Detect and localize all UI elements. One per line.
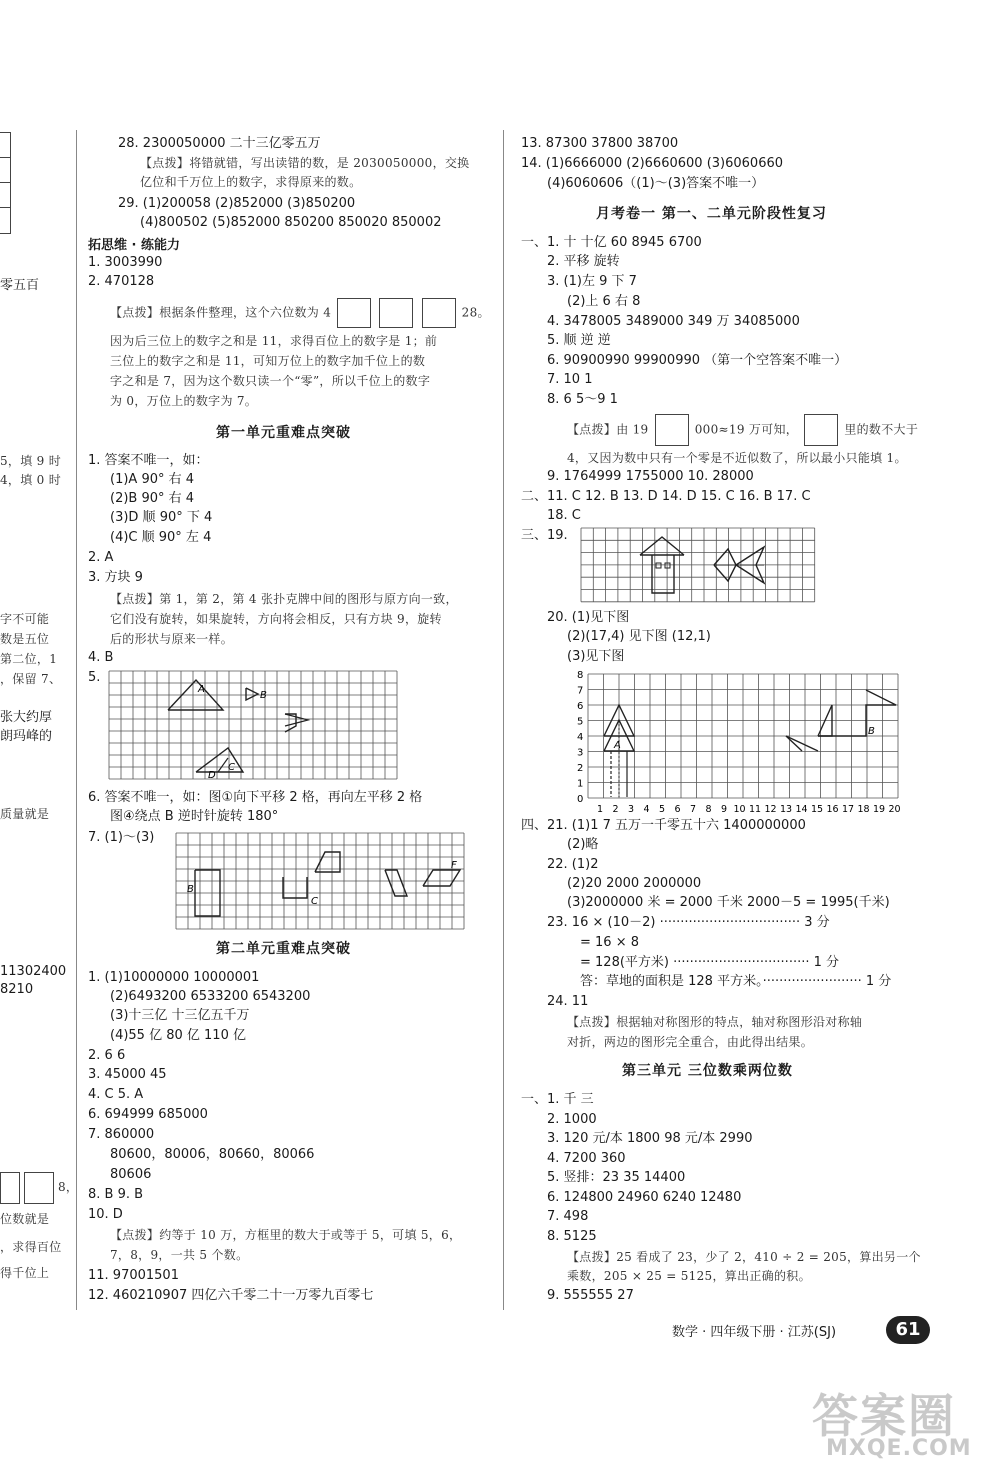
hint-line: [567, 414, 918, 446]
y-tick-label: 5: [577, 716, 584, 728]
x-tick-label: 16: [826, 804, 839, 815]
x-tick-label: 13: [779, 804, 793, 815]
answer-line: 5.: [88, 670, 101, 685]
unit-title: 第二单元重难点突破: [216, 941, 351, 957]
y-tick-label: 0: [577, 794, 584, 805]
grid-label-f: F: [451, 860, 457, 871]
x-tick-label: 14: [795, 804, 808, 815]
answer-line: 6. 答案不唯一，如：图①向下平移 2 格，再向左平移 2 格: [88, 790, 423, 805]
x-tick-label: 17: [841, 804, 855, 815]
answer-line: (2)B 90° 右 4: [110, 491, 195, 506]
y-tick-label: 8: [577, 670, 584, 681]
hint-line: 为 0，万位上的数字为 7。: [110, 394, 258, 408]
answer-line: (2)(17,4) 见下图 (12,1): [567, 629, 711, 644]
answer-line: (2)20 2000 2000000: [567, 876, 702, 891]
answer-line: 4. 3478005 3489000 349 万 34085000: [547, 314, 800, 329]
unit-title: 第一单元重难点突破: [216, 425, 351, 441]
fragment-text: 5，填 9 时: [0, 454, 61, 468]
answer-line: 7. 10 1: [547, 372, 593, 387]
hint-line: 乘数，205 × 25 = 5125，算出正确的积。: [567, 1269, 811, 1283]
answer-line: 10. D: [88, 1207, 123, 1222]
answer-line: 20. (1)见下图: [547, 610, 630, 625]
answer-line: 6. 124800 24960 6240 12480: [547, 1190, 742, 1205]
fragment-text: 数是五位: [0, 632, 50, 646]
watermark-logo: 答案圈: [812, 1389, 956, 1443]
answer-line: 3. 120 元/本 1800 98 元/本 2990: [547, 1131, 753, 1146]
fragment-text: ，求得百位: [0, 1240, 62, 1254]
answer-line: = 128(平方米) ································· 1 分: [580, 955, 840, 970]
answer-line: (3)2000000 米 = 2000 千米 2000－5 = 1995(千米): [567, 895, 890, 910]
left-edge-table: [0, 132, 11, 234]
answer-line: 三、19.: [521, 528, 568, 543]
y-tick-label: 1: [577, 778, 584, 790]
answer-line: 图④绕点 B 逆时针旋转 180°: [110, 809, 279, 824]
x-tick-label: 12: [764, 804, 777, 815]
fragment-text: 朗玛峰的: [0, 729, 53, 744]
answer-line: 一、1. 十 十亿 60 8945 6700: [521, 235, 702, 250]
digit-box: [422, 298, 456, 328]
grid-label-d: D: [208, 770, 216, 781]
y-tick-label: 2: [577, 763, 584, 774]
answer-line: 24. 11: [547, 994, 589, 1009]
x-tick-label: 6: [674, 804, 681, 815]
answer-line: (3)十三亿 十三亿五千万: [110, 1008, 250, 1023]
fragment-text: 张大约厚: [0, 710, 53, 725]
hint-text: 【点拨】根据条件整理，这个六位数为 4: [110, 305, 332, 320]
answer-line: 3. 方块 9: [88, 570, 143, 585]
answer-line: 8. 5125: [547, 1229, 597, 1244]
answer-line: 28. 2300050000 二十三亿零五万: [118, 136, 321, 151]
hint-line: 因为后三位上的数字之和是 11，求得百位上的数字是 1；前: [110, 334, 438, 348]
hint-text: 000≈19 万可知，: [694, 422, 799, 437]
x-tick-label: 11: [748, 804, 762, 815]
x-tick-label: 3: [627, 804, 635, 815]
grid-figure-q19: [580, 527, 816, 605]
digit-box: [379, 298, 413, 328]
answer-line: (2)6493200 6533200 6543200: [110, 989, 311, 1004]
hint-line: 三位上的数字之和是 11，可知万位上的数字加千位上的数: [110, 354, 426, 368]
x-tick-label: 19: [872, 804, 886, 815]
y-tick-label: 7: [577, 685, 584, 697]
hint-text: 【点拨】由 19: [567, 422, 649, 437]
section-heading: 拓思维 · 练能力: [88, 238, 180, 253]
grid-label-c: C: [311, 896, 318, 907]
page-footer: 数学 · 四年级下册 · 江苏(SJ): [672, 1325, 837, 1340]
fragment-text: 位数就是: [0, 1212, 50, 1226]
fragment-text: 质量就是: [0, 807, 50, 821]
grid-label-b: B: [260, 690, 267, 701]
answer-line: 23. 16 × (10－2) ·································· 3 分: [547, 915, 830, 930]
fragment-text: 零五百: [0, 278, 40, 293]
x-tick-label: 2: [612, 804, 619, 815]
fragment-text: 字不可能: [0, 612, 50, 626]
y-tick-label: 3: [577, 747, 584, 759]
fragment-text: ，保留 7、: [0, 672, 62, 686]
point-label-b: B: [868, 726, 875, 737]
hint-line: 字之和是 7，因为这个数只读一个“零”，所以千位上的数字: [110, 374, 431, 388]
answer-line: 2. 6 6: [88, 1048, 126, 1063]
hint-line: 它们没有旋转，如果旋转，方向将会相反，只有方块 9，旋转: [110, 612, 442, 626]
fragment-text: 8，: [58, 1180, 79, 1194]
coordinate-grid-q20: [574, 666, 924, 816]
fragment-text: 得千位上: [0, 1266, 50, 1280]
answer-line: 1. (1)10000000 10000001: [88, 970, 260, 985]
answer-line: 2. 470128: [88, 274, 155, 289]
x-tick-label: 15: [810, 804, 824, 815]
hint-line: [110, 298, 490, 328]
hint-line: 【点拨】约等于 10 万，方框里的数大于或等于 5，可填 5，6，: [110, 1228, 462, 1242]
answer-line: 9. 1764999 1755000 10. 28000: [547, 469, 754, 484]
answer-line: (4)C 顺 90° 左 4: [110, 530, 212, 545]
answer-line: 12. 460210907 四亿六千零二十一万零九百零七: [88, 1288, 374, 1303]
answer-line: 4. C 5. A: [88, 1087, 144, 1102]
hint-line: 亿位和千万位上的数字，求得原来的数。: [140, 175, 362, 189]
answer-line: 6. 694999 685000: [88, 1107, 208, 1122]
answer-line: (2)略: [567, 837, 599, 852]
point-label-a: A: [614, 740, 621, 751]
answer-line: 2. 1000: [547, 1112, 597, 1127]
answer-line: 29. (1)200058 (2)852000 (3)850200: [118, 196, 356, 211]
grid-figure-q5: [108, 670, 398, 782]
x-tick-label: 8: [705, 804, 712, 815]
answer-line: 一、1. 千 三: [521, 1092, 594, 1107]
exam-title: 月考卷一 第一、二单元阶段性复习: [596, 206, 827, 222]
answer-line: 答：草地的面积是 128 平方米。························ 1 分: [580, 974, 892, 989]
fragment-text: 第二位，1: [0, 652, 58, 666]
answer-line: 8. 6 5～9 1: [547, 392, 618, 407]
answer-line: (4)800502 (5)852000 850200 850020 850002: [140, 215, 442, 230]
grid-label-c: C: [228, 762, 235, 773]
hint-line: 【点拨】25 看成了 23，少了 2，410 ÷ 2 = 205，算出另一个: [567, 1250, 921, 1264]
page-number: 61: [886, 1316, 930, 1344]
grid-figure-q7: [175, 832, 475, 930]
x-tick-label: 20: [888, 804, 901, 815]
answer-line: 9. 555555 27: [547, 1288, 634, 1303]
answer-line: 13. 87300 37800 38700: [521, 136, 679, 151]
answer-line: 4. 7200 360: [547, 1151, 626, 1166]
x-tick-label: 7: [689, 804, 697, 815]
watermark-url: MXQE.COM: [826, 1436, 972, 1461]
answer-line: 80606: [110, 1167, 152, 1182]
grid-label-b: B: [187, 884, 194, 895]
answer-line: 7. 498: [547, 1209, 589, 1224]
hint-line: 对折，两边的图形完全重合，由此得出结果。: [567, 1035, 814, 1049]
column-divider: [503, 130, 504, 1310]
column-divider: [76, 130, 77, 1310]
answer-line: 5. 顺 逆 逆: [547, 333, 611, 348]
answer-line: = 16 × 8: [580, 935, 639, 950]
y-tick-label: 6: [577, 701, 584, 712]
digit-box: [655, 414, 689, 446]
hint-line: 【点拨】将错就错，写出读错的数，是 2030050000，交换: [140, 156, 470, 170]
answer-line: 22. (1)2: [547, 857, 599, 872]
answer-line: 11. 97001501: [88, 1268, 179, 1283]
answer-line: 3. 45000 45: [88, 1067, 167, 1082]
answer-line: 1. 3003990: [88, 255, 163, 270]
answer-line: 8. B 9. B: [88, 1187, 144, 1202]
answer-line: 7. 860000: [88, 1127, 155, 1142]
answer-line: 2. A: [88, 550, 114, 565]
unit-title: 第三单元 三位数乘两位数: [622, 1063, 793, 1079]
answer-line: (2)上 6 右 8: [567, 294, 641, 309]
answer-line: 18. C: [547, 508, 581, 523]
answer-line: (4)6060606（(1)～(3)答案不唯一）: [547, 176, 765, 191]
x-tick-label: 1: [596, 804, 604, 815]
answer-line: 二、11. C 12. B 13. D 14. D 15. C 16. B 17. C: [521, 489, 811, 504]
hint-line: 7，8，9，一共 5 个数。: [110, 1248, 249, 1262]
answer-line: 14. (1)6666000 (2)6660600 (3)6060660: [521, 156, 784, 171]
hint-text: 里的数不大于: [844, 422, 919, 437]
hint-line: 后的形状与原来一样。: [110, 632, 234, 646]
hint-text: 28。: [461, 305, 490, 320]
answer-line: (1)A 90° 右 4: [110, 472, 195, 487]
y-tick-label: 4: [577, 732, 584, 743]
x-tick-label: 10: [733, 804, 746, 815]
hint-line: 【点拨】根据轴对称图形的特点，轴对称图形沿对称轴: [567, 1015, 863, 1029]
fragment-text: 11302400: [0, 964, 67, 979]
hint-line: 4，又因为数中只有一个零是不近似数了，所以最小只能填 1。: [567, 451, 907, 465]
answer-line: (4)55 亿 80 亿 110 亿: [110, 1028, 246, 1043]
fragment-boxes: [0, 1172, 54, 1208]
digit-box: [804, 414, 838, 446]
x-tick-label: 4: [643, 804, 650, 815]
answer-line: 3. (1)左 9 下 7: [547, 274, 637, 289]
answer-line: (3)D 顺 90° 下 4: [110, 510, 213, 525]
answer-line: (3)见下图: [567, 649, 625, 664]
answer-line: 80600，80006，80660，80066: [110, 1147, 315, 1162]
x-tick-label: 5: [658, 804, 666, 815]
x-tick-label: 9: [720, 804, 728, 815]
answer-line: 6. 90900990 99900990 （第一个空答案不唯一）: [547, 353, 848, 368]
answer-line: 四、21. (1)1 7 五万一千零五十六 1400000000: [521, 818, 806, 833]
hint-line: 【点拨】第 1，第 2，第 4 张扑克牌中间的图形与原方向一致，: [110, 592, 458, 606]
x-tick-label: 18: [857, 804, 870, 815]
grid-label-a: A: [198, 684, 205, 695]
answer-line: 4. B: [88, 650, 114, 665]
answer-line: 5. 竖排：23 35 14400: [547, 1170, 686, 1185]
answer-line: 1. 答案不唯一，如：: [88, 453, 209, 468]
digit-box: [337, 298, 371, 328]
answer-line: 2. 平移 旋转: [547, 254, 620, 269]
fragment-text: 8210: [0, 982, 34, 997]
answer-line: 7. (1)～(3): [88, 830, 155, 845]
fragment-text: 4，填 0 时: [0, 473, 61, 487]
